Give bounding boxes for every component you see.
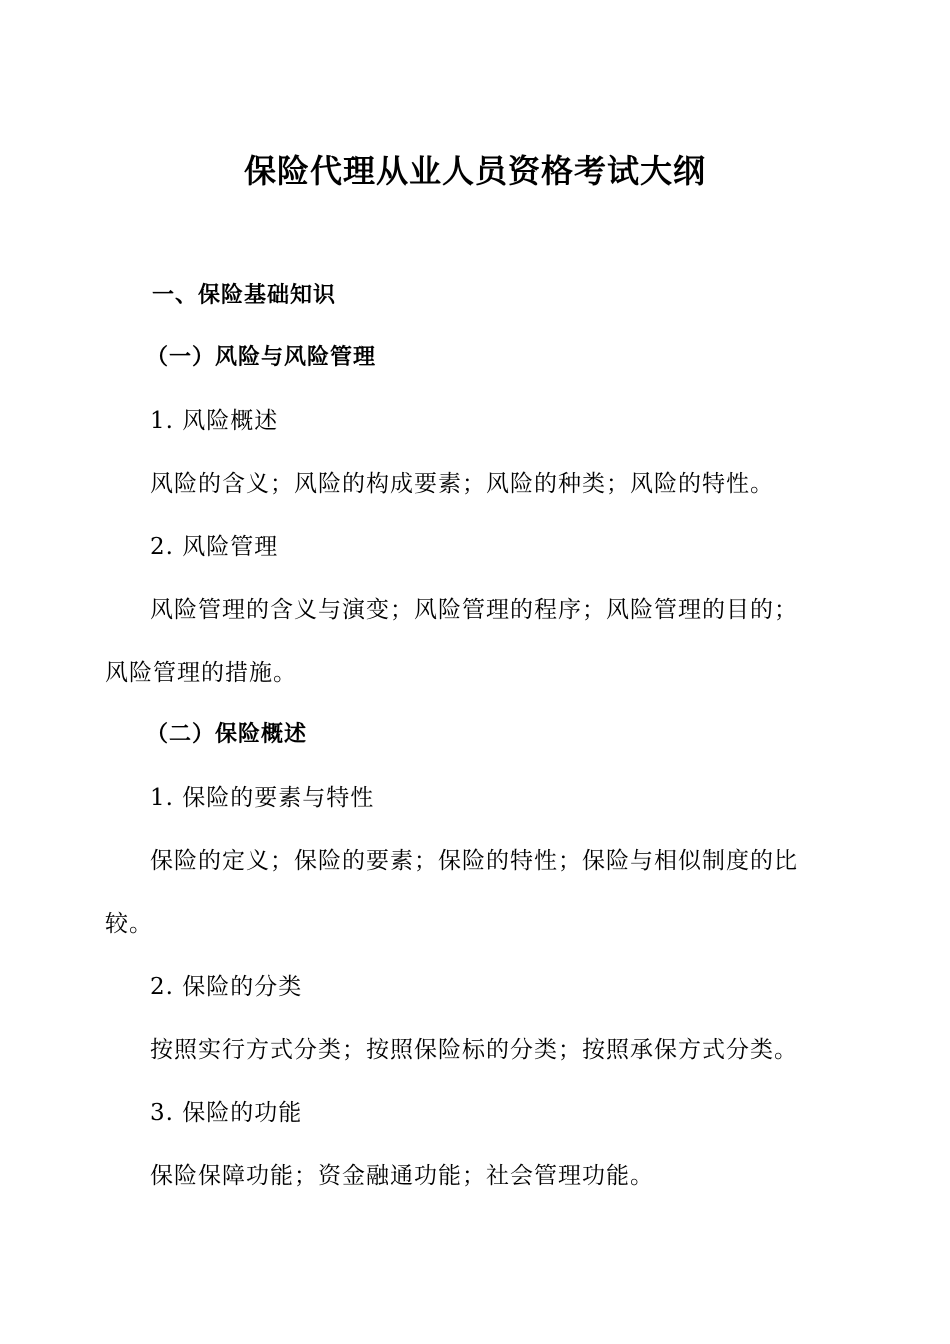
paragraph-risk-management-line1: 风险管理的含义与演变；风险管理的程序；风险管理的目的； [150, 597, 798, 623]
paragraph-risk-overview: 风险的含义；风险的构成要素；风险的种类；风险的特性。 [150, 471, 774, 497]
section-heading-basics: 一、保险基础知识 [152, 283, 337, 308]
item-heading-insurance-elements: 1. 保险的要素与特性 [150, 785, 375, 811]
document-title: 保险代理从业人员资格考试大纲 [243, 152, 706, 190]
subsection-heading-risk: （一）风险与风险管理 [146, 345, 377, 370]
item-heading-insurance-functions: 3. 保险的功能 [150, 1100, 303, 1126]
paragraph-insurance-elements-line1: 保险的定义；保险的要素；保险的特性；保险与相似制度的比 [150, 848, 798, 874]
item-heading-risk-overview: 1. 风险概述 [150, 408, 279, 434]
paragraph-risk-management-line2: 风险管理的措施。 [105, 660, 297, 686]
paragraph-insurance-elements-line2: 较。 [105, 911, 153, 937]
paragraph-insurance-classification: 按照实行方式分类；按照保险标的分类；按照承保方式分类。 [150, 1037, 798, 1063]
item-heading-risk-management: 2. 风险管理 [150, 534, 279, 560]
item-heading-insurance-classification: 2. 保险的分类 [150, 974, 303, 1000]
paragraph-insurance-functions: 保险保障功能；资金融通功能；社会管理功能。 [150, 1163, 654, 1189]
subsection-heading-insurance-overview: （二）保险概述 [146, 722, 308, 747]
